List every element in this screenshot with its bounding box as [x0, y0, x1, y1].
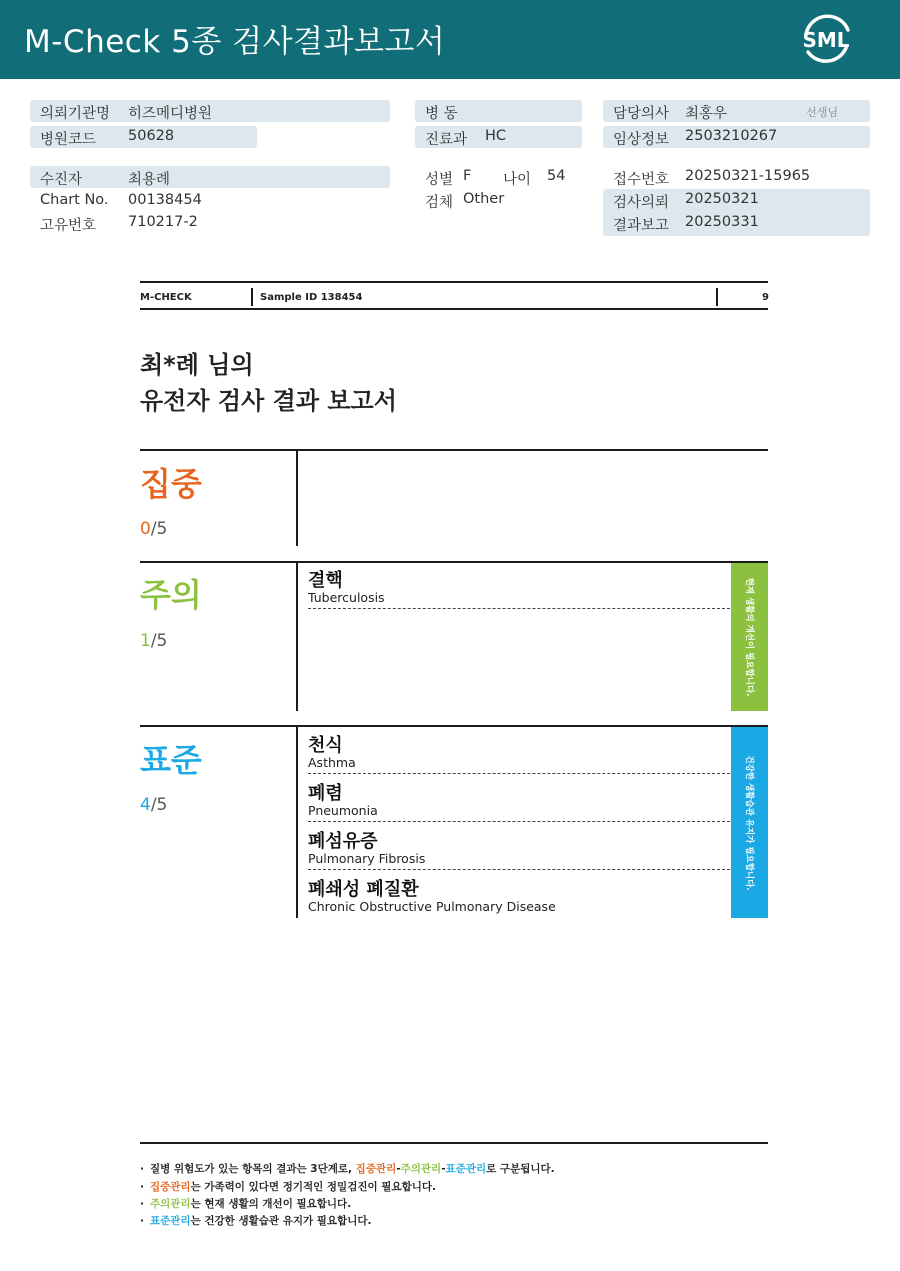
header-bar	[0, 0, 900, 79]
note-3: · 주의관리는 현재 생활의 개선이 필요합니다.	[140, 1198, 352, 1210]
page-number: 9	[762, 292, 769, 303]
field-patient	[30, 166, 390, 188]
disease-separator	[308, 773, 730, 774]
disease-name-en: Pneumonia	[308, 803, 378, 818]
disease-name: 폐렴	[308, 783, 343, 804]
chart-no-value: 00138454	[128, 192, 202, 208]
report-header-bottom-line	[140, 308, 768, 310]
doctor-value: 최홍우	[685, 106, 728, 122]
section-caution-score: 1/5	[140, 631, 168, 651]
sml-logo	[796, 12, 856, 68]
field-receipt-no	[603, 166, 870, 188]
field-department	[415, 126, 582, 148]
field-dates	[603, 189, 870, 236]
field-clinical-info	[603, 126, 870, 148]
age-value: 54	[547, 168, 566, 184]
doctor-suffix: 선생님	[806, 106, 838, 119]
report-brand: M-CHECK	[140, 292, 192, 303]
age-label: 나이	[503, 172, 532, 188]
patient-value: 최용례	[128, 172, 171, 188]
note-2: · 집중관리는 가족력이 있다면 정기적인 정밀검진이 필요합니다.	[140, 1181, 436, 1193]
page-title: M-Check 5종 검사결과보고서	[24, 24, 446, 60]
clinical-info-label: 임상정보	[613, 132, 670, 148]
disease-name: 폐쇄성 폐질환	[308, 879, 419, 900]
footer-line	[140, 1142, 768, 1144]
section-standard-line	[140, 725, 768, 727]
field-hospital-code	[30, 126, 257, 148]
logo-text: SML	[802, 28, 850, 52]
section-standard-score: 4/5	[140, 795, 168, 815]
institution-label: 의뢰기관명	[40, 106, 111, 122]
test-request-label: 검사의뢰	[613, 195, 670, 211]
department-label: 진료과	[425, 132, 468, 148]
field-specimen	[415, 189, 595, 211]
section-caution-line	[140, 561, 768, 563]
caution-sidebar	[731, 563, 768, 711]
section-standard-divider	[296, 727, 298, 918]
note-1: · 질병 위험도가 있는 항목의 결과는 3단계로, 집중관리-주의관리-표준관리로 구분됩니다.	[140, 1163, 555, 1175]
unique-no-value: 710217-2	[128, 214, 198, 230]
disease-name-en: Pulmonary Fibrosis	[308, 851, 426, 866]
sex-value: F	[463, 168, 472, 184]
section-intensive-score: 0/5	[140, 519, 168, 539]
greeting-line2: 유전자 검사 결과 보고서	[140, 387, 397, 415]
section-standard-title: 표준	[140, 741, 202, 779]
disease-separator	[308, 608, 730, 609]
disease-name: 결핵	[308, 570, 343, 591]
specimen-value: Other	[463, 191, 505, 207]
greeting-line1: 최*례 님의	[140, 351, 254, 379]
unique-no-label: 고유번호	[40, 218, 97, 234]
field-doctor	[603, 100, 870, 122]
doctor-label: 담당의사	[613, 106, 670, 122]
disease-name: 천식	[308, 735, 343, 756]
section-caution-divider	[296, 563, 298, 711]
receipt-no-label: 접수번호	[613, 172, 670, 188]
caution-sidebar-text: 현재 생활의 개선이 필요합니다.	[743, 577, 754, 697]
note-4: · 표준관리는 건강한 생활습관 유지가 필요합니다.	[140, 1215, 372, 1227]
report-header-top-line	[140, 281, 768, 283]
field-ward	[415, 100, 582, 122]
section-intensive-divider	[296, 451, 298, 546]
disease-separator	[308, 869, 730, 870]
result-report-value: 20250331	[685, 214, 759, 230]
disease-name-en: Tuberculosis	[308, 590, 385, 605]
sample-id: Sample ID 138454	[260, 292, 363, 303]
chart-no-label: Chart No.	[40, 192, 109, 208]
disease-name-en: Chronic Obstructive Pulmonary Disease	[308, 899, 556, 914]
field-unique-no	[30, 212, 390, 234]
report-header-divider	[251, 288, 253, 306]
disease-name-en: Asthma	[308, 755, 356, 770]
standard-sidebar	[731, 727, 768, 918]
report-header-divider-right	[716, 288, 718, 306]
sex-label: 성별	[425, 172, 454, 188]
disease-name: 폐섬유증	[308, 831, 378, 852]
section-intensive-title: 집중	[140, 465, 202, 503]
field-institution	[30, 100, 390, 122]
result-report-label: 결과보고	[613, 218, 670, 234]
field-chart-no	[30, 190, 390, 212]
clinical-info-value: 2503210267	[685, 128, 778, 144]
hospital-code-label: 병원코드	[40, 132, 97, 148]
ward-label: 병 동	[425, 106, 458, 122]
department-value: HC	[485, 128, 507, 144]
field-sex-age	[415, 166, 595, 188]
test-request-value: 20250321	[685, 191, 759, 207]
patient-label: 수진자	[40, 172, 83, 188]
hospital-code-value: 50628	[128, 128, 175, 144]
specimen-label: 검체	[425, 195, 454, 211]
institution-value: 히즈메디병원	[128, 106, 213, 122]
standard-sidebar-text: 건강한 생활습관 유지가 필요합니다.	[743, 754, 754, 891]
receipt-no-value: 20250321-15965	[685, 168, 811, 184]
section-caution-title: 주의	[140, 576, 202, 614]
disease-separator	[308, 821, 730, 822]
section-intensive-line	[140, 449, 768, 451]
